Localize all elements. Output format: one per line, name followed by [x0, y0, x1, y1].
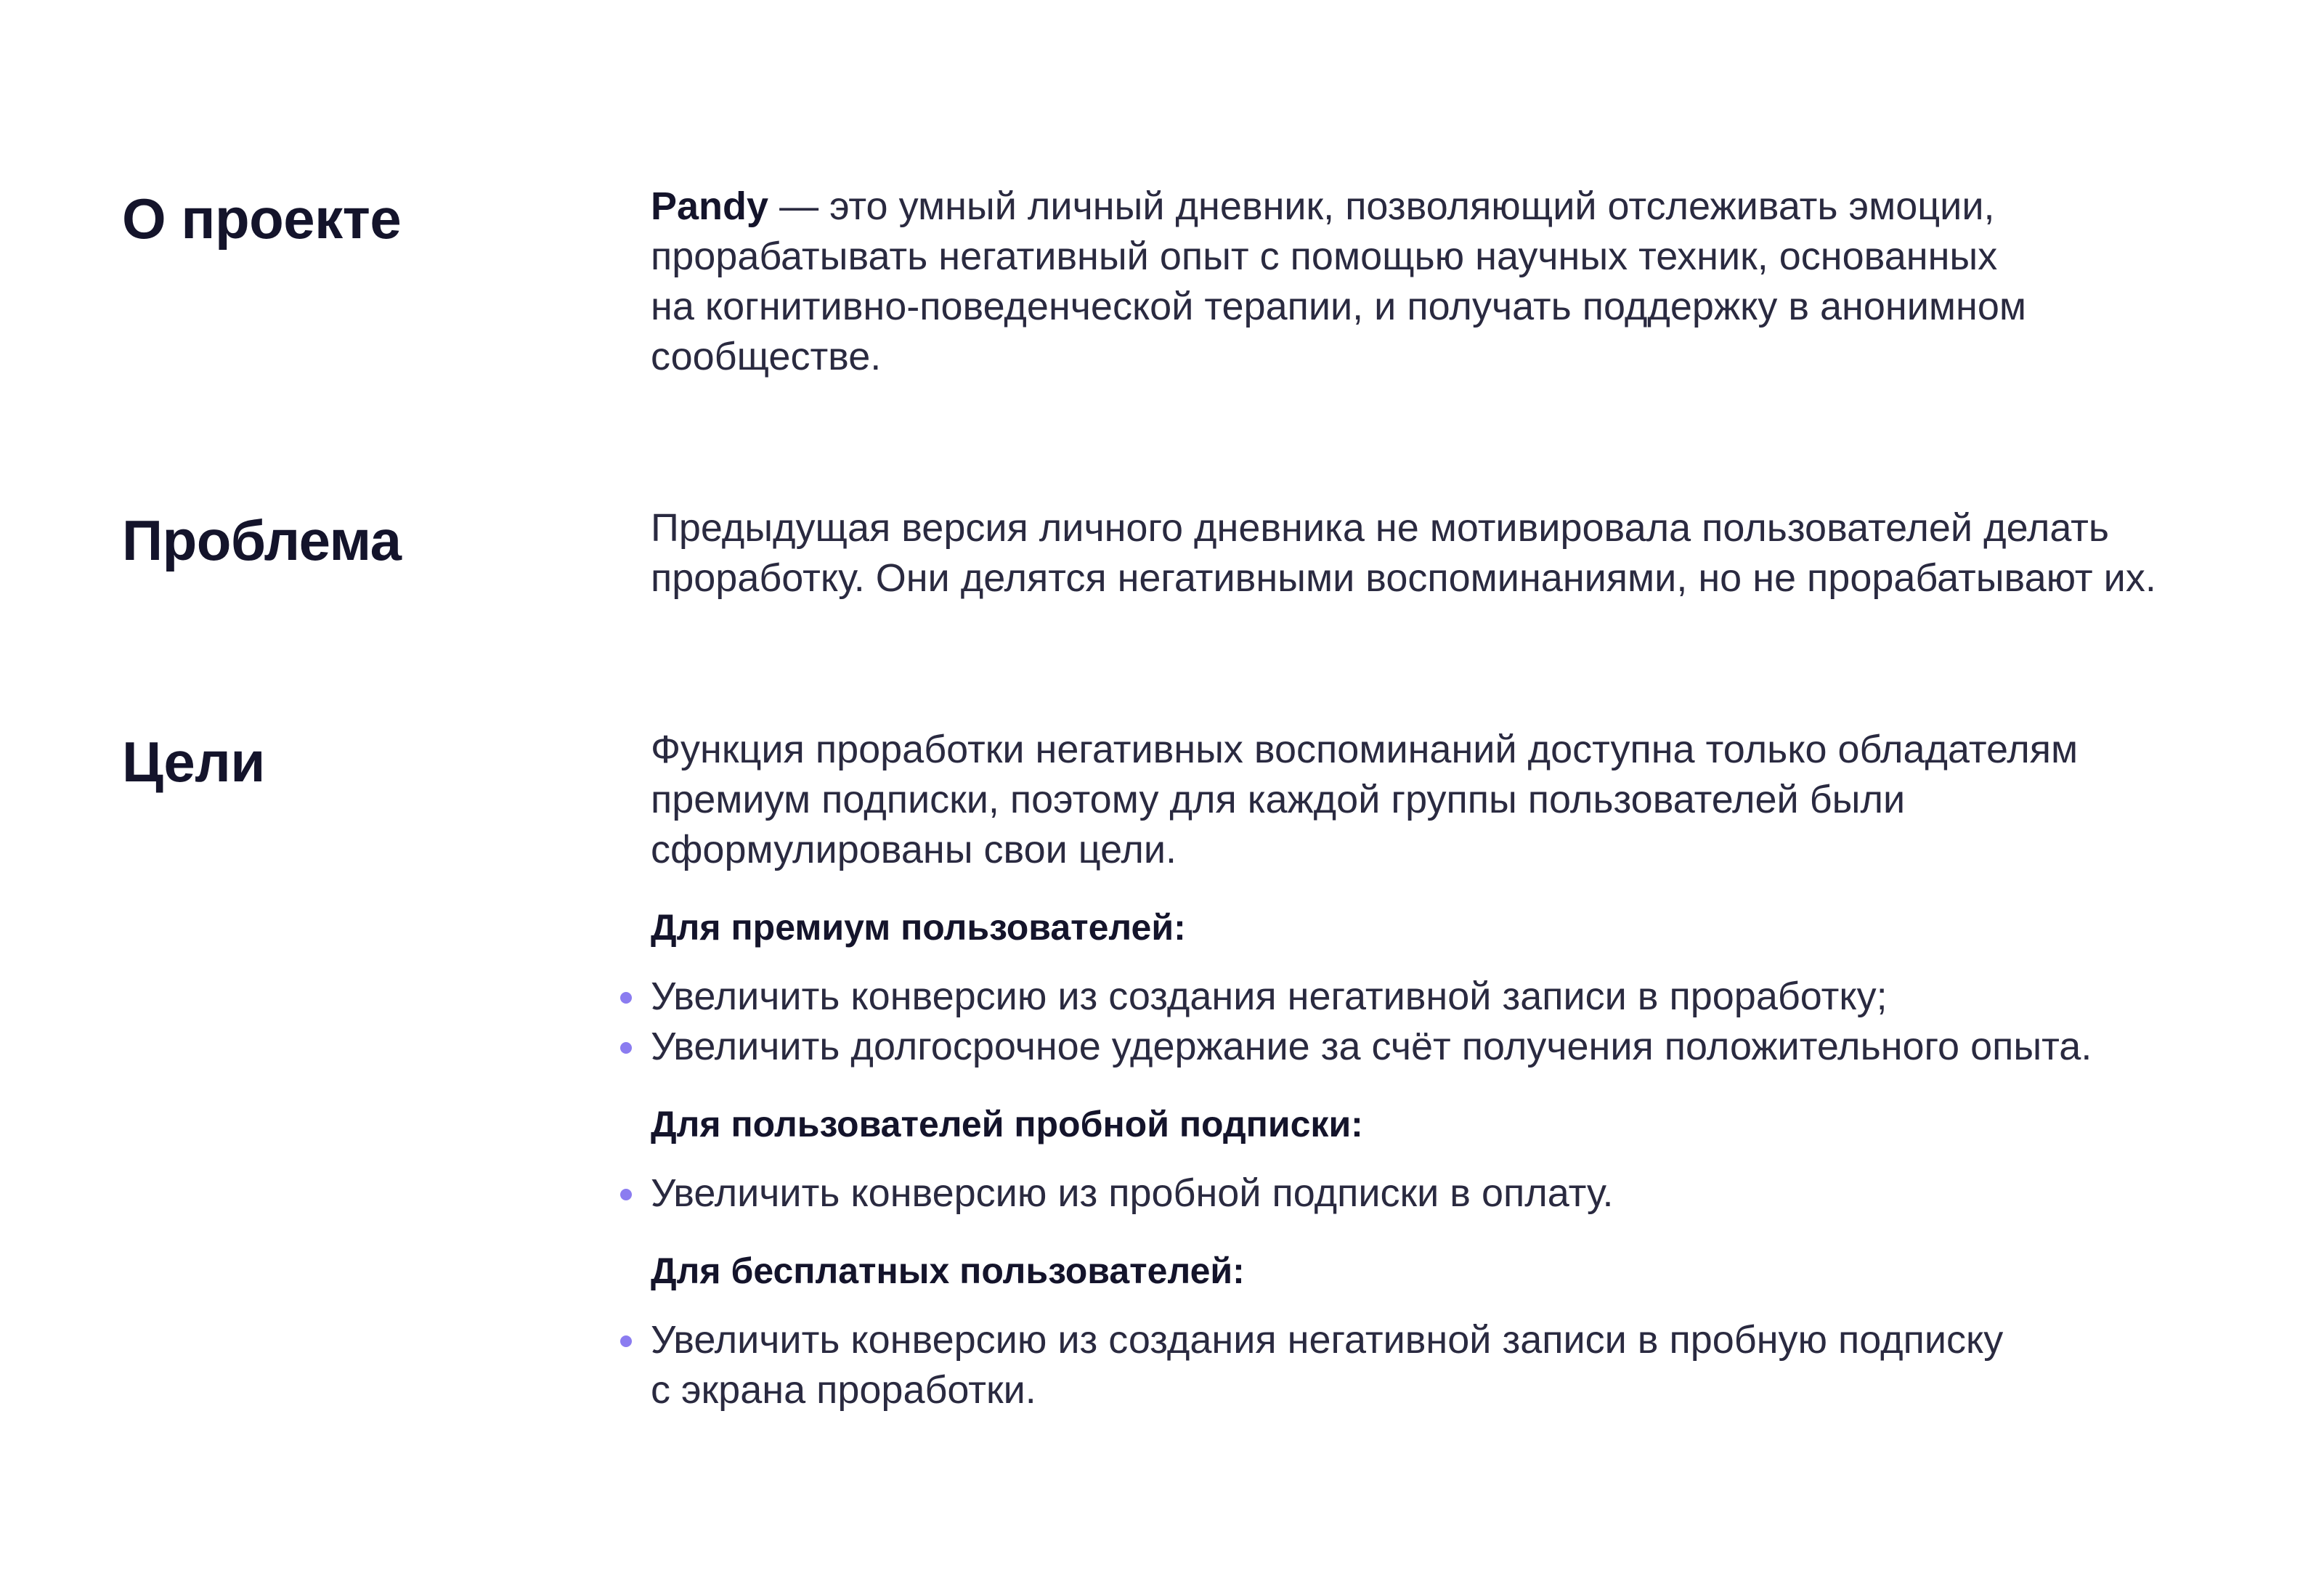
list-item: Увеличить конверсию из создания негативной записи в проработку;: [651, 972, 2278, 1022]
about-line-2: прорабатывать негативный опыт с помощью научных техник, основанных: [651, 235, 1998, 278]
about-line-1: [651, 182, 2278, 232]
problem-line-1: Предыдущая версия личного дневника не мотивировала пользователей делать: [651, 506, 2110, 550]
problem-heading: Проблема: [122, 508, 402, 572]
bullet-dot-icon: [620, 992, 632, 1004]
problem-line-2: проработку. Они делятся негативными воспоминаниями, но не прорабатывают их.: [651, 556, 2156, 600]
brand-name: Pandy: [651, 184, 769, 228]
bullet-dot-icon: [620, 1042, 632, 1054]
goals-intro-line-2: премиум подписки, поэтому для каждой группы пользователей были: [651, 778, 1906, 821]
about-body: [651, 182, 2278, 382]
bullet-dot-icon: [620, 1189, 632, 1200]
goals-free-list: [651, 1315, 2278, 1415]
goals-free-heading: Для бесплатных пользователей:: [651, 1251, 1245, 1291]
goals-intro-line-3: сформулированы свои цели.: [651, 828, 1177, 871]
list-item: Увеличить конверсию из создания негативной записи в пробную подписку с экрана проработки.: [651, 1315, 2278, 1415]
about-line-4: сообществе.: [651, 335, 882, 378]
about-line-3: на когнитивно-поведенческой терапии, и получать поддержку в анонимном: [651, 285, 2026, 328]
goals-trial-list: [651, 1168, 2278, 1219]
problem-body: [651, 503, 2278, 603]
about-heading: О проекте: [122, 187, 402, 251]
bullet-dot-icon: [620, 1335, 632, 1347]
goals-premium-list: [651, 972, 2278, 1072]
goals-body: [651, 725, 2278, 1415]
list-item: Увеличить конверсию из пробной подписки в оплату.: [651, 1168, 2278, 1219]
list-item: Увеличить долгосрочное удержание за счёт получения положительного опыта.: [651, 1022, 2278, 1072]
goals-trial-heading: Для пользователей пробной подписки:: [651, 1104, 1363, 1144]
goals-heading: Цели: [122, 730, 265, 794]
goals-intro-line-1: Функция проработки негативных воспоминаний доступна только обладателям: [651, 728, 2079, 771]
about-line-1-text: — это умный личный дневник, позволяющий отслеживать эмоции,: [768, 184, 1995, 228]
goals-premium-heading: Для премиум пользователей:: [651, 907, 1186, 948]
